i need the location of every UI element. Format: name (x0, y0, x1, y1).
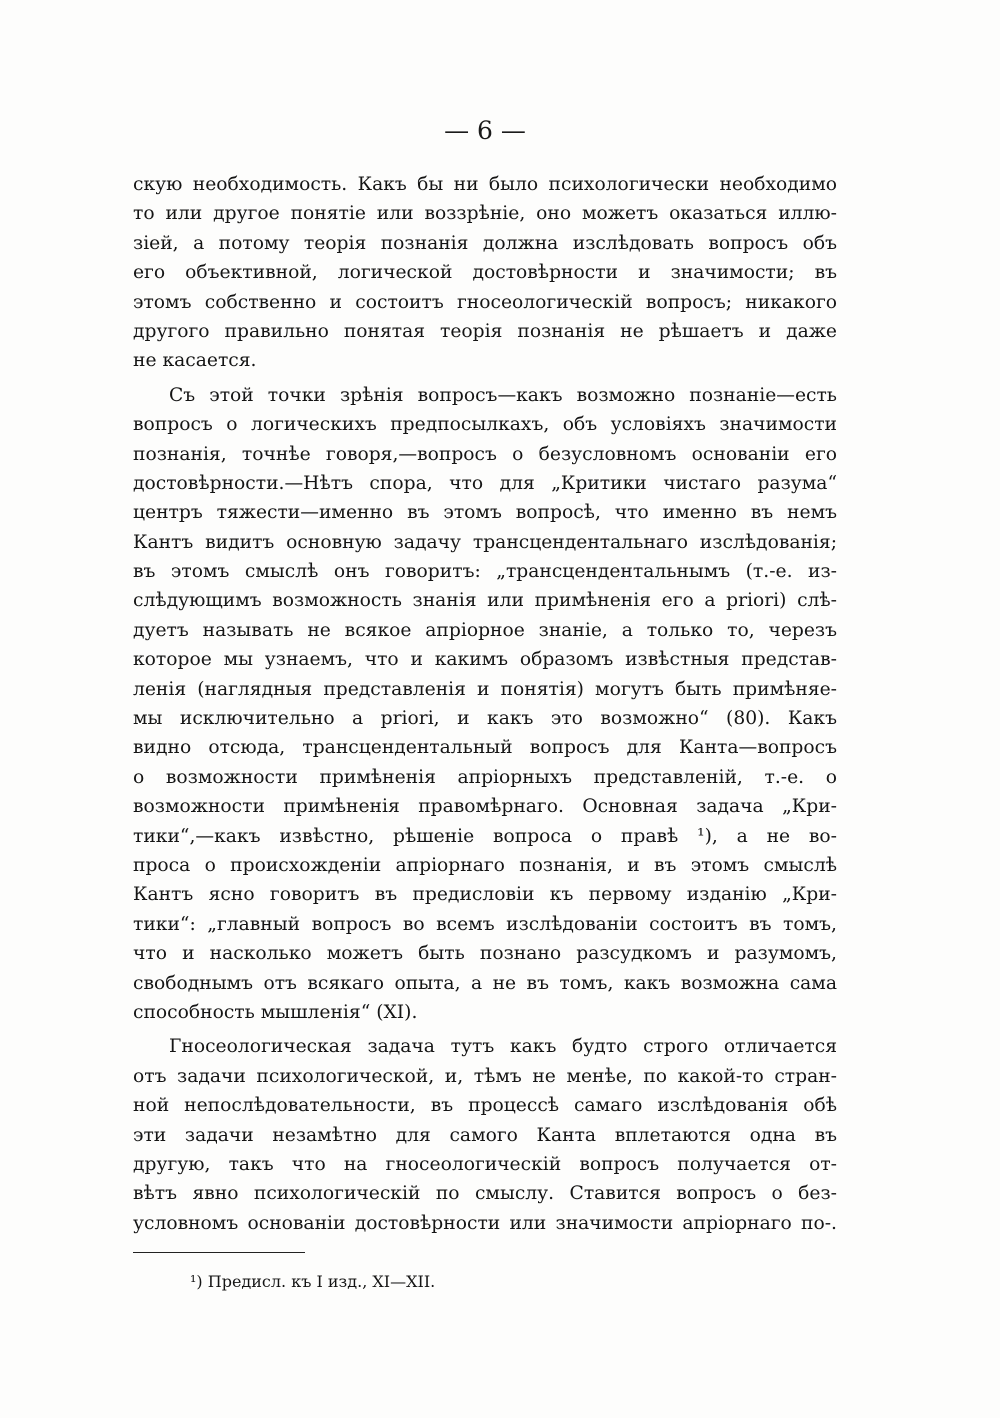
text-line: Съ этой точки зрѣнія вопросъ—какъ возможно познаніе—есть (169, 384, 837, 406)
paragraph-3 (133, 1032, 837, 1238)
text-line: тики“: „главный вопросъ во всемъ изслѣдованіи состоитъ въ томъ, (133, 913, 837, 935)
text-line: слѣдующимъ возможность знанія или примѣненія его a priori) слѣ- (133, 590, 837, 612)
text-line: Гносеологическая задача тутъ какъ будто строго отличается (169, 1036, 837, 1058)
text-line: Кантъ видитъ основную задачу трансцендентальнаго изслѣдованія; (133, 531, 837, 553)
text-line: въ этомъ смыслѣ онъ говоритъ: „трансцендентальнымъ (т.-е. из- (133, 561, 837, 583)
text-line: скую необходимость. Какъ бы ни было психологически необходимо (133, 174, 837, 195)
text-line: что и насколько можетъ быть познано разсудкомъ и разумомъ, (133, 943, 837, 965)
text-line: его объективной, логической достовѣрности и значимости; въ (133, 262, 837, 284)
text-line: центръ тяжести—именно въ этомъ вопросѣ, что именно въ немъ (133, 502, 837, 524)
text-line: вопросъ о логическихъ предпосылкахъ, объ условіяхъ значимости (133, 414, 837, 436)
text-line: ленія (наглядныя представленія и понятія) могутъ быть примѣняе- (133, 678, 837, 700)
footnote-divider (133, 1252, 305, 1253)
footnote: ¹) Предисл. къ I изд., XI—XII. (190, 1272, 436, 1291)
text-line: другую, такъ что на гносеологическій вопросъ получается от- (133, 1153, 837, 1175)
paragraph-1 (133, 170, 837, 376)
text-line: Кантъ ясно говоритъ въ предисловіи къ первому изданію „Кри- (133, 884, 837, 906)
text-line: проса о происхожденіи апріорнаго познанія, и въ этомъ смыслѣ (133, 854, 837, 876)
text-line: не касается. (133, 350, 257, 372)
text-line: вѣтъ явно психологическій по смыслу. Ставится вопросъ о без- (133, 1183, 837, 1205)
text-line: ной непослѣдовательности, въ процессѣ самаго изслѣдованія обѣ (133, 1095, 837, 1117)
text-line: мы исключительно a priori, и какъ это возможно“ (80). Какъ (133, 708, 837, 730)
text-line: достовѣрности.—Нѣтъ спора, что для „Критики чистаго разума“ (133, 472, 837, 494)
text-line: свободнымъ отъ всякаго опыта, а не въ томъ, какъ возможна сама (133, 972, 837, 994)
text-line: возможности примѣненія правомѣрнаго. Основная задача „Кри- (133, 796, 837, 818)
text-line: способность мышленія“ (XI). (133, 1001, 418, 1023)
text-line: дуетъ называть не всякое апріорное знаніе, а только то, черезъ (133, 619, 837, 641)
text-line: познанія, точнѣе говоря,—вопросъ о безусловномъ основаніи его (133, 443, 837, 465)
text-line: зіей, а потому теорія познанія должна изслѣдовать вопросъ объ (133, 232, 837, 254)
text-line: эти задачи незамѣтно для самого Канта вплетаются одна въ (133, 1124, 837, 1146)
page-number: — 6 — (444, 116, 526, 145)
text-line: условномъ основаніи достовѣрности или значимости апріорнаго по-. (133, 1212, 837, 1234)
text-line: о возможности примѣненія апріорныхъ представленій, т.-е. о (133, 766, 837, 788)
text-line: тики“,—какъ извѣстно, рѣшеніе вопроса о правѣ ¹), а не во- (133, 825, 837, 847)
body-text (133, 170, 837, 1238)
text-line: этомъ собственно и состоитъ гносеологическій вопросъ; никакого (133, 291, 837, 313)
text-line: то или другое понятіе или воззрѣніе, оно можетъ оказаться иллю- (133, 203, 837, 225)
text-line: другого правильно понятая теорія познанія не рѣшаетъ и даже (133, 320, 837, 342)
text-line: видно отсюда, трансцендентальный вопросъ для Канта—вопросъ (133, 737, 837, 759)
text-line: которое мы узнаемъ, что и какимъ образомъ извѣстныя представ- (133, 649, 837, 671)
paragraph-2 (133, 381, 837, 1028)
text-line: отъ задачи психологической, и, тѣмъ не менѣе, по какой-то стран- (133, 1065, 837, 1087)
